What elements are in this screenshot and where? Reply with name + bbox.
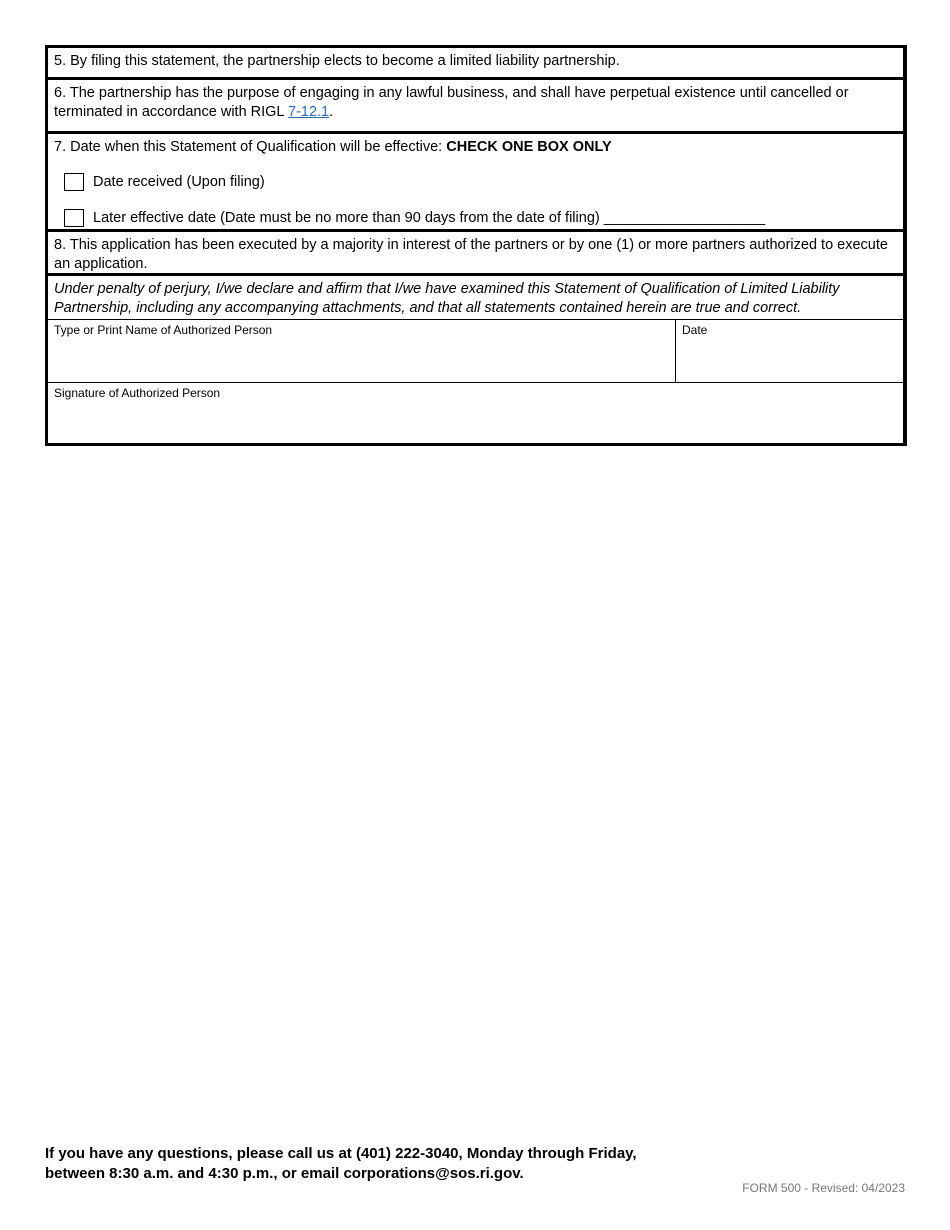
checkbox-date-received[interactable] xyxy=(64,173,84,191)
rigl-link[interactable]: 7-12.1 xyxy=(288,104,330,120)
signature-field[interactable]: Signature of Authorized Person xyxy=(54,386,221,400)
contact-info: If you have any questions, please call us at (401) 222-3040, Monday through Friday, between 8:30 a.m. and 4:30 p.m., or email corporations@sos.ri.gov. xyxy=(45,1145,637,1182)
name-field[interactable]: Type or Print Name of Authorized Person xyxy=(48,320,676,382)
section-6: 6. The partnership has the purpose of engaging in any lawful business, and shall have perpetual existence until cancelled or terminated in accordance with RIGL 7-12.1. xyxy=(48,80,903,134)
checkbox-later-date[interactable] xyxy=(64,209,84,227)
section-5: 5. By filing this statement, the partnership elects to become a limited liability partnership. xyxy=(48,48,903,80)
section-8: 8. This application has been executed by a majority in interest of the partners or by one (1) or more partners authorized to execute an application. xyxy=(48,232,903,276)
signature-row xyxy=(48,383,903,443)
name-date-row xyxy=(48,320,903,383)
perjury-statement: Under penalty of perjury, I/we declare and affirm that I/we have examined this Statement of Qualification of Limited Liability Partnership, including any accompanying attachments, and that all statements contained herein are true and correct. xyxy=(48,276,903,320)
date-field[interactable]: Date xyxy=(682,323,708,337)
form-table xyxy=(45,45,907,446)
section-7: 7. Date when this Statement of Qualification will be effective: CHECK ONE BOX ONLY Date received (Upon filing) Later effective date (Date must be no more than 90 days from the date of filing) ____________________ xyxy=(48,134,903,232)
form-revision: FORM 500 - Revised: 04/2023 xyxy=(742,1181,905,1195)
